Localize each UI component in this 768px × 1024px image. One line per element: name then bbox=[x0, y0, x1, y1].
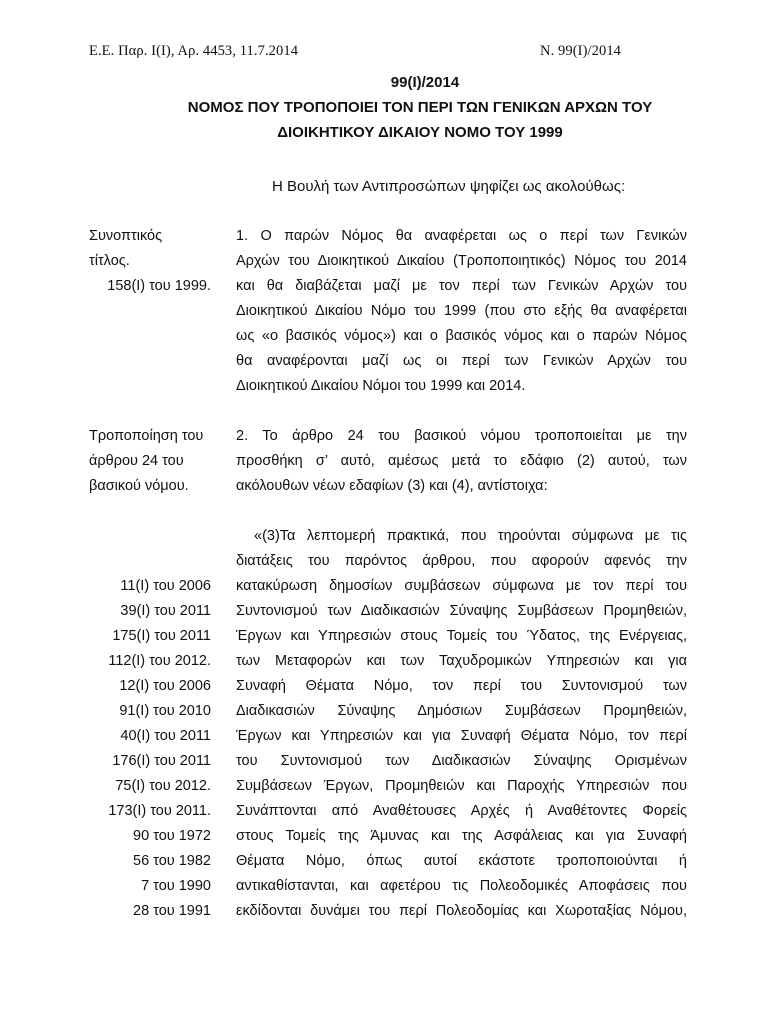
subsection-3-line: στους Τομείς της Άμυνας και της Ασφάλειας και για Συναφή bbox=[236, 828, 687, 844]
subsection-3-line: του Συντονισμού των Διαδικασιών Σύναψης Ορισμένων bbox=[236, 753, 687, 769]
subsection-3-line: διατάξεις του παρόντος άρθρου, που αφορούν αφενός την bbox=[236, 553, 687, 569]
margin-reference: 11(Ι) του 2006 bbox=[120, 578, 211, 594]
section-1-line: ως «ο βασικός νόμος») και ο βασικός νόμος και ο παρών Νόμος bbox=[236, 328, 687, 344]
subsection-3-line: Συμβάσεων Έργων, Προμηθειών και Παροχής Υπηρεσιών που bbox=[236, 778, 687, 794]
section-1-line: 1. Ο παρών Νόμος θα αναφέρεται ως ο περί των Γενικών bbox=[236, 228, 687, 244]
section-1-line: και θα διαβάζεται μαζί με τον περί των Γενικών Αρχών του bbox=[236, 278, 687, 294]
enacting-clause: Η Βουλή των Αντιπροσώπων ψηφίζει ως ακολούθως: bbox=[272, 178, 626, 195]
subsection-3-line: Συναφή Θέματα Νόμο, τον περί του Συντονισμού των bbox=[236, 678, 687, 694]
margin-reference: 40(Ι) του 2011 bbox=[120, 728, 211, 744]
law-title-line-1: ΝΟΜΟΣ ΠΟΥ ΤΡΟΠΟΠΟΙΕΙ ΤΟΝ ΠΕΡΙ ΤΩΝ ΓΕΝΙΚΩΝ ΑΡΧΩΝ ΤΟΥ bbox=[187, 99, 653, 116]
margin-reference: 75(Ι) του 2012. bbox=[115, 778, 211, 794]
law-title-line-2: ΔΙΟΙΚΗΤΙΚΟΥ ΔΙΚΑΙΟΥ ΝΟΜΟ ΤΟΥ 1999 bbox=[277, 124, 563, 141]
margin-note: άρθρου 24 του bbox=[89, 453, 184, 469]
subsection-3-line: των Μεταφορών και των Ταχυδρομικών Υπηρεσιών και για bbox=[236, 653, 687, 669]
margin-reference: 39(Ι) του 2011 bbox=[120, 603, 211, 619]
subsection-3-line: Συνάπτονται από Αναθέτουσες Αρχές ή Αναθέτοντες Φορείς bbox=[236, 803, 687, 819]
subsection-3-line: Θέματα Νόμο, όπως αυτοί εκάστοτε τροποποιούνται ή bbox=[236, 853, 687, 869]
margin-reference: 90 του 1972 bbox=[133, 828, 211, 844]
margin-reference: 175(Ι) του 2011 bbox=[112, 628, 211, 644]
margin-reference: 173(Ι) του 2011. bbox=[108, 803, 211, 819]
section-1-line: Διοικητικού Δικαίου Νόμοι του 1999 και 2014. bbox=[236, 378, 526, 394]
margin-reference: 56 του 1982 bbox=[133, 853, 211, 869]
margin-note: βασικού νόμου. bbox=[89, 478, 189, 494]
subsection-3-line: εκδίδονται δυνάμει του περί Πολεοδομίας και Χωροταξίας Νόμου, bbox=[236, 903, 687, 919]
margin-note: τίτλος. bbox=[89, 253, 130, 269]
margin-note: Συνοπτικός bbox=[89, 228, 163, 244]
subsection-3-line: Συντονισμού των Διαδικασιών Σύναψης Συμβάσεων Προμηθειών, bbox=[236, 603, 687, 619]
margin-reference: 176(Ι) του 2011 bbox=[112, 753, 211, 769]
section-1-line: θα αναφέρονται μαζί ως οι περί των Γενικών Αρχών του bbox=[236, 353, 687, 369]
margin-reference: 158(Ι) του 1999. bbox=[107, 278, 211, 294]
law-number-title: 99(Ι)/2014 bbox=[390, 74, 460, 91]
subsection-3-line: «(3)Τα λεπτομερή πρακτικά, που τηρούνται σύμφωνα με τις bbox=[254, 528, 687, 544]
subsection-3-line: κατακύρωση δημοσίων συμβάσεων σύμφωνα με τον περί του bbox=[236, 578, 687, 594]
margin-reference: 12(Ι) του 2006 bbox=[119, 678, 211, 694]
margin-reference: 7 του 1990 bbox=[141, 878, 211, 894]
law-number-header: Ν. 99(Ι)/2014 bbox=[540, 43, 622, 59]
section-2-line: ακόλουθων νέων εδαφίων (3) και (4), αντίστοιχα: bbox=[236, 478, 548, 494]
section-2-line: προσθήκη σ’ αυτό, αμέσως μετά το εδάφιο (2) αυτού, των bbox=[236, 453, 687, 469]
margin-reference: 112(Ι) του 2012. bbox=[108, 653, 211, 669]
subsection-3-line: αντικαθίστανται, και αφετέρου τις Πολεοδομικές Αποφάσεις που bbox=[236, 878, 687, 894]
section-1-line: Διοικητικού Δικαίου Νόμο του 1999 (που στο εξής θα αναφέρεται bbox=[236, 303, 687, 319]
margin-reference: 91(Ι) του 2010 bbox=[119, 703, 211, 719]
gazette-reference: Ε.Ε. Παρ. Ι(Ι), Αρ. 4453, 11.7.2014 bbox=[89, 43, 299, 59]
section-1-line: Αρχών του Διοικητικού Δικαίου (Τροποποιητικός) Νόμος του 2014 bbox=[236, 253, 687, 269]
subsection-3-line: Έργων και Υπηρεσιών στους Τομείς του Ύδατος, της Ενέργειας, bbox=[236, 628, 687, 644]
margin-note: Τροποποίηση του bbox=[89, 428, 204, 444]
subsection-3-line: Έργων και Υπηρεσιών και για Συναφή Θέματα Νόμο, τον περί bbox=[236, 728, 687, 744]
subsection-3-line: Διαδικασιών Σύναψης Δημόσιων Συμβάσεων Προμηθειών, bbox=[236, 703, 687, 719]
section-2-line: 2. Το άρθρο 24 του βασικού νόμου τροποποιείται με την bbox=[236, 428, 687, 444]
margin-reference: 28 του 1991 bbox=[133, 903, 211, 919]
